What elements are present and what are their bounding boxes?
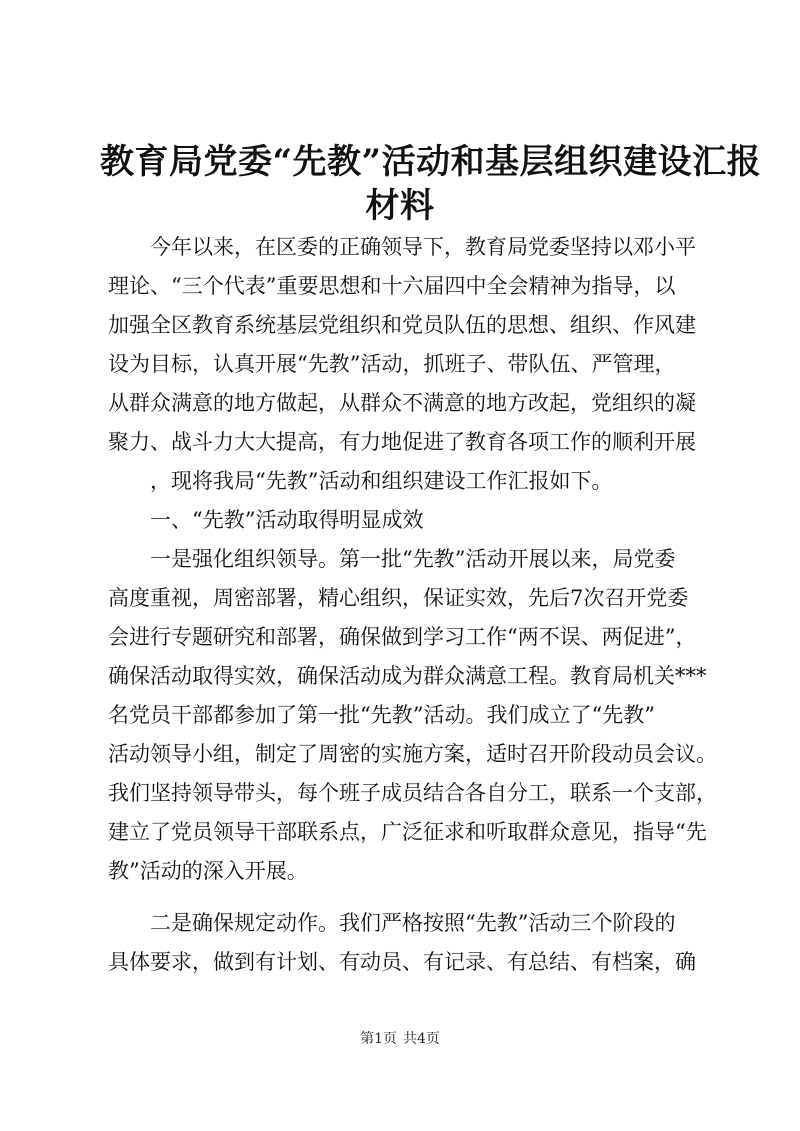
title-line: 教育局党委“先教”活动和基层组织建设汇报 bbox=[100, 142, 762, 182]
text-line: 从群众满意的地方做起，从群众不满意的地方改起，党组织的凝 bbox=[108, 391, 696, 415]
text-line: 高度重视，周密部署，精心组织，保证实效，先后7次召开党委 bbox=[108, 586, 689, 610]
page-number: 第1页 bbox=[360, 1031, 397, 1047]
text-line: 具体要求，做到有计划、有动员、有记录、有总结、有档案，确 bbox=[108, 950, 696, 974]
text-line: 二是确保规定动作。我们严格按照“先教”活动三个阶段的 bbox=[108, 911, 676, 935]
paragraph-required-actions bbox=[108, 904, 708, 982]
paragraph-organization-leadership bbox=[108, 540, 717, 891]
section-heading bbox=[108, 501, 708, 540]
text-line: 加强全区教育系统基层党组织和党员队伍的思想、组织、作风建 bbox=[108, 313, 696, 337]
paragraph-spacer bbox=[108, 891, 708, 904]
text-line: 会进行专题研究和部署，确保做到学习工作“两不误、两促进”， bbox=[108, 625, 697, 649]
text-line: 教”活动的深入开展。 bbox=[108, 859, 308, 883]
title-line: 材料 bbox=[365, 186, 435, 226]
text-line: 活动领导小组，制定了周密的实施方案，适时召开阶段动员会议。 bbox=[108, 742, 717, 766]
text-line: 聚力、战斗力大大提高，有力地促进了教育各项工作的顺利开展 bbox=[108, 430, 696, 454]
text-line: ，现将我局“先教”活动和组织建设工作汇报如下。 bbox=[108, 469, 613, 493]
document-title bbox=[100, 140, 762, 228]
page-total: 共4页 bbox=[403, 1031, 440, 1047]
page-footer bbox=[0, 1029, 800, 1049]
text-line: 理论、“三个代表”重要思想和十六届四中全会精神为指导，以 bbox=[108, 274, 676, 298]
text-line: 名党员干部都参加了第一批“先教”活动。我们成立了“先教” bbox=[108, 703, 655, 727]
text-line: 一是强化组织领导。第一批“先教”活动开展以来，局党委 bbox=[108, 547, 676, 571]
text-line: 今年以来，在区委的正确领导下，教育局党委坚持以邓小平 bbox=[108, 235, 696, 259]
section-heading-text: 一、“先教”活动取得明显成效 bbox=[108, 508, 424, 532]
text-line: 我们坚持领导带头，每个班子成员结合各自分工，联系一个支部， bbox=[108, 781, 717, 805]
intro-paragraph bbox=[108, 228, 708, 501]
text-line: 确保活动取得实效，确保活动成为群众满意工程。教育局机关*** bbox=[108, 664, 707, 688]
text-line: 建立了党员领导干部联系点，广泛征求和听取群众意见，指导“先 bbox=[108, 820, 707, 844]
text-line: 设为目标，认真开展“先教”活动，抓班子、带队伍、严管理， bbox=[108, 352, 676, 376]
document-body bbox=[108, 228, 717, 982]
